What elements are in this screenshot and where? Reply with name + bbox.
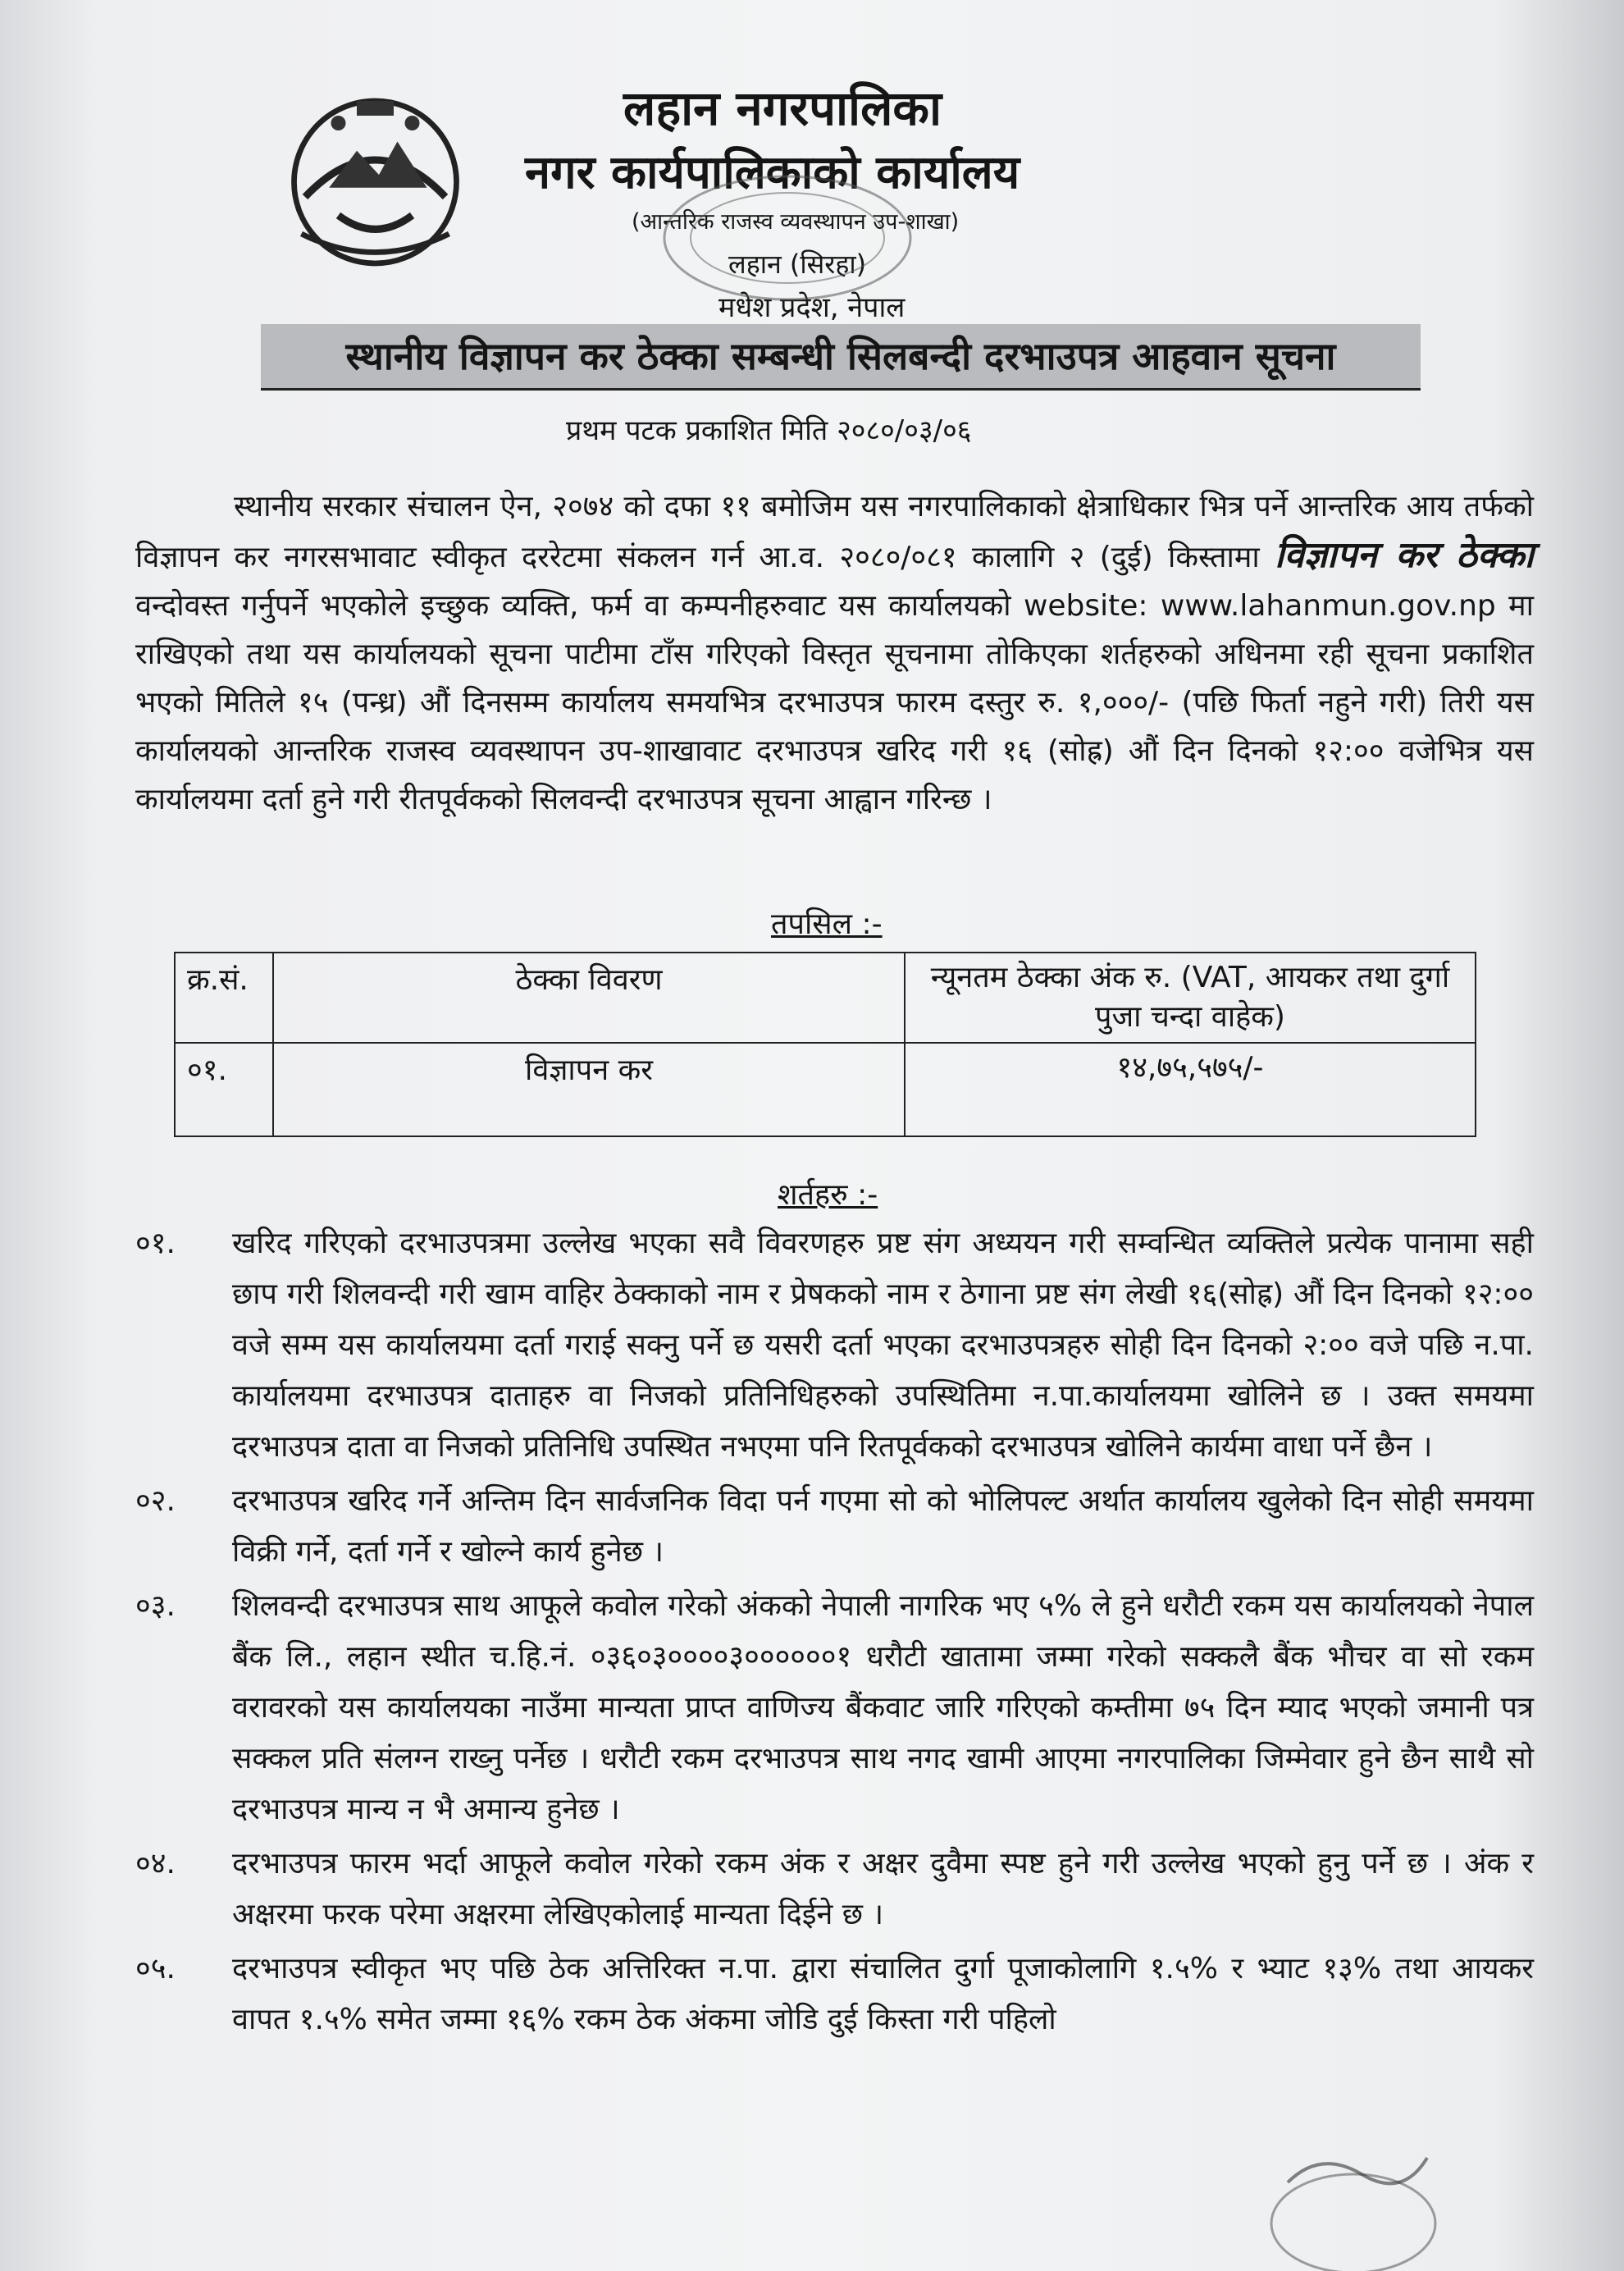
condition-text: खरिद गरिएको दरभाउपत्रमा उल्लेख भएका सवै विवरणहरु प्रष्ट संग अध्ययन गरी सम्वन्धित व्यक्तिले प्रत्येक पानामा सही छाप गरी शिलवन्दी गरी खाम वाहिर ठेक्काको नाम र प्रेषकको नाम र ठेगाना प्रष्ट संग लेखी १६(सोह्र) औं दिन दिनको १२:०० वजे सम्म यस कार्यालयमा दर्ता गराई सक्नु पर्ने छ यसरी दर्ता भएका दरभाउपत्रहरु सोही दिन दिनको २:०० वजे पछि न.पा. कार्यालयमा दरभाउपत्र दाताहरु वा निजको प्रतिनिधिहरुको उपस्थितिमा न.पा.कार्यालयमा खोलिने छ । उक्त समयमा दरभाउपत्र दाता वा निजको प्रतिनिधि उपस्थित नभएमा पनि रितपूर्वकको दरभाउपत्र खोलिने कार्यमा वाधा पर्ने छैन । <box>232 1227 1534 1464</box>
cell-amount: १४,७५,५७५/- <box>905 1043 1476 1136</box>
conditions-heading: शर्तहरु :- <box>778 1178 878 1212</box>
office-stamp-icon <box>656 168 919 308</box>
nepal-emblem-icon <box>283 86 468 271</box>
cell-sn: ०१. <box>175 1043 273 1136</box>
intro-text-2: वन्दोवस्त गर्नुपर्ने भएकोले इच्छुक व्यक्ति, फर्म वा कम्पनीहरुवाट यस कार्यालयको website: www.lahanmun.gov.np मा राखिएको तथा यस कार्यालयको सूचना पाटीमा टाँस गरिएको विस्तृत सूचनामा तोकिएका शर्तहरुको अधिनमा रही सूचना प्रकाशित भएको मितिले १५ (पन्ध्र) औं दिनसम्म कार्यालय समयभित्र दरभाउपत्र फारम दस्तुर रु. १,०००/- (पछि फिर्ता नहुने गरी) तिरी यस कार्यालयको आन्तरिक राजस्व व्यवस्थापन उप-शाखावाट दरभाउपत्र खरिद गरी १६ (सोह्र) औं दिन दिनको १२:०० वजेभित्र यस कार्यालयमा दर्ता हुने गरी रीतपूर्वकको सिलवन्दी दरभाउपत्र सूचना आह्वान गरिन्छ । <box>135 589 1534 816</box>
intro-highlight: विज्ञापन कर ठेक्का <box>1275 534 1534 576</box>
conditions-list <box>135 1218 1534 2049</box>
condition-number: ०१. <box>135 1227 176 1260</box>
condition-item <box>135 1218 1534 1473</box>
branch-name: (आन्तरिक राजस्व व्यवस्थापन उप-शाखा) <box>632 209 960 235</box>
condition-number: ०३. <box>135 1589 176 1623</box>
condition-text: दरभाउपत्र खरिद गर्ने अन्तिम दिन सार्वजनिक विदा पर्न गएमा सो को भोलिपल्ट अर्थात कार्यालय खुलेको दिन सोही समयमा विक्री गर्ने, दर्ता गर्ने र खोल्ने कार्य हुनेछ । <box>232 1484 1534 1569</box>
condition-text: दरभाउपत्र स्वीकृत भए पछि ठेक अत्तिरिक्त न.पा. द्वारा संचालित दुर्गा पूजाकोलागि १.५% र भ्याट १३% तथा आयकर वापत १.५% समेत जम्मा १६% रकम ठेक अंकमा जोडि दुई किस्ता गरी पहिलो <box>232 1952 1534 2036</box>
condition-item <box>135 1476 1534 1578</box>
condition-item <box>135 1581 1534 1835</box>
province-name: मधेश प्रदेश, नेपाल <box>718 291 906 324</box>
header-min-amount: न्यूनतम ठेक्का अंक रु. (VAT, आयकर तथा दुर्गा पुजा चन्दा वाहेक) <box>905 953 1476 1043</box>
signature-stamp-icon <box>1263 2133 1444 2271</box>
condition-text: शिलवन्दी दरभाउपत्र साथ आफूले कवोल गरेको अंकको नेपाली नागरिक भए ५% ले हुने धरौटी रकम यस कार्यालयको नेपाल बैंक लि., लहान स्थीत च.हि.नं. ०३६०३००००३००००००१ धरौटी खातामा जम्मा गरेको सक्कलै बैंक भौचर वा सो रकम वरावरको यस कार्यालयका नाउँमा मान्यता प्राप्त वाणिज्य बैंकवाट जारि गरिएको कम्तीमा ७५ दिन म्याद भएको जमानी पत्र सक्कल प्रति संलग्न राख्नु पर्नेछ । धरौटी रकम दरभाउपत्र साथ नगद खामी आएमा नगरपालिका जिम्मेवार हुने छैन साथै सो दरभाउपत्र मान्य न भै अमान्य हुनेछ । <box>232 1589 1534 1826</box>
header-sn: क्र.सं. <box>175 953 273 1043</box>
condition-text: दरभाउपत्र फारम भर्दा आफूले कवोल गरेको रकम अंक र अक्षर दुवैमा स्पष्ट हुने गरी उल्लेख भएको हुनु पर्ने छ । अंक र अक्षरमा फरक परेमा अक्षरमा लेखिएकोलाई मान्यता दिईने छ । <box>232 1847 1534 1931</box>
condition-item <box>135 1944 1534 2045</box>
intro-paragraph <box>135 482 1534 824</box>
condition-number: ०४. <box>135 1847 176 1880</box>
condition-number: ०५. <box>135 1952 176 1985</box>
cell-description: विज्ञापन कर <box>273 1043 905 1136</box>
table-row <box>175 1043 1476 1136</box>
published-date: प्रथम पटक प्रकाशित मिति २०८०/०३/०६ <box>566 414 972 447</box>
office-name: नगर कार्यपालिकाको कार्यालय <box>525 146 1020 199</box>
condition-item <box>135 1839 1534 1940</box>
condition-number: ०२. <box>135 1484 176 1518</box>
contract-table <box>174 952 1476 1137</box>
intro-text-1: स्थानीय सरकार संचालन ऐन, २०७४ को दफा ११ बमोजिम यस नगरपालिकाको क्षेत्राधिकार भित्र पर्ने आन्तरिक आय तर्फको विज्ञापन कर नगरसभावाट स्वीकृत दररेटमा संकलन गर्न आ.व. २०८०/०८१ कालागि २ (दुई) किस्तामा <box>135 490 1534 574</box>
org-name: लहान नगरपालिका <box>623 80 942 136</box>
table-header-row <box>175 953 1476 1043</box>
notice-title: स्थानीय विज्ञापन कर ठेक्का सम्बन्धी सिलबन्दी दरभाउपत्र आहवान सूचना <box>261 324 1421 391</box>
office-location: लहान (सिरहा) <box>728 249 867 280</box>
header-description: ठेक्का विवरण <box>273 953 905 1043</box>
details-heading: तपसिल :- <box>771 907 883 941</box>
